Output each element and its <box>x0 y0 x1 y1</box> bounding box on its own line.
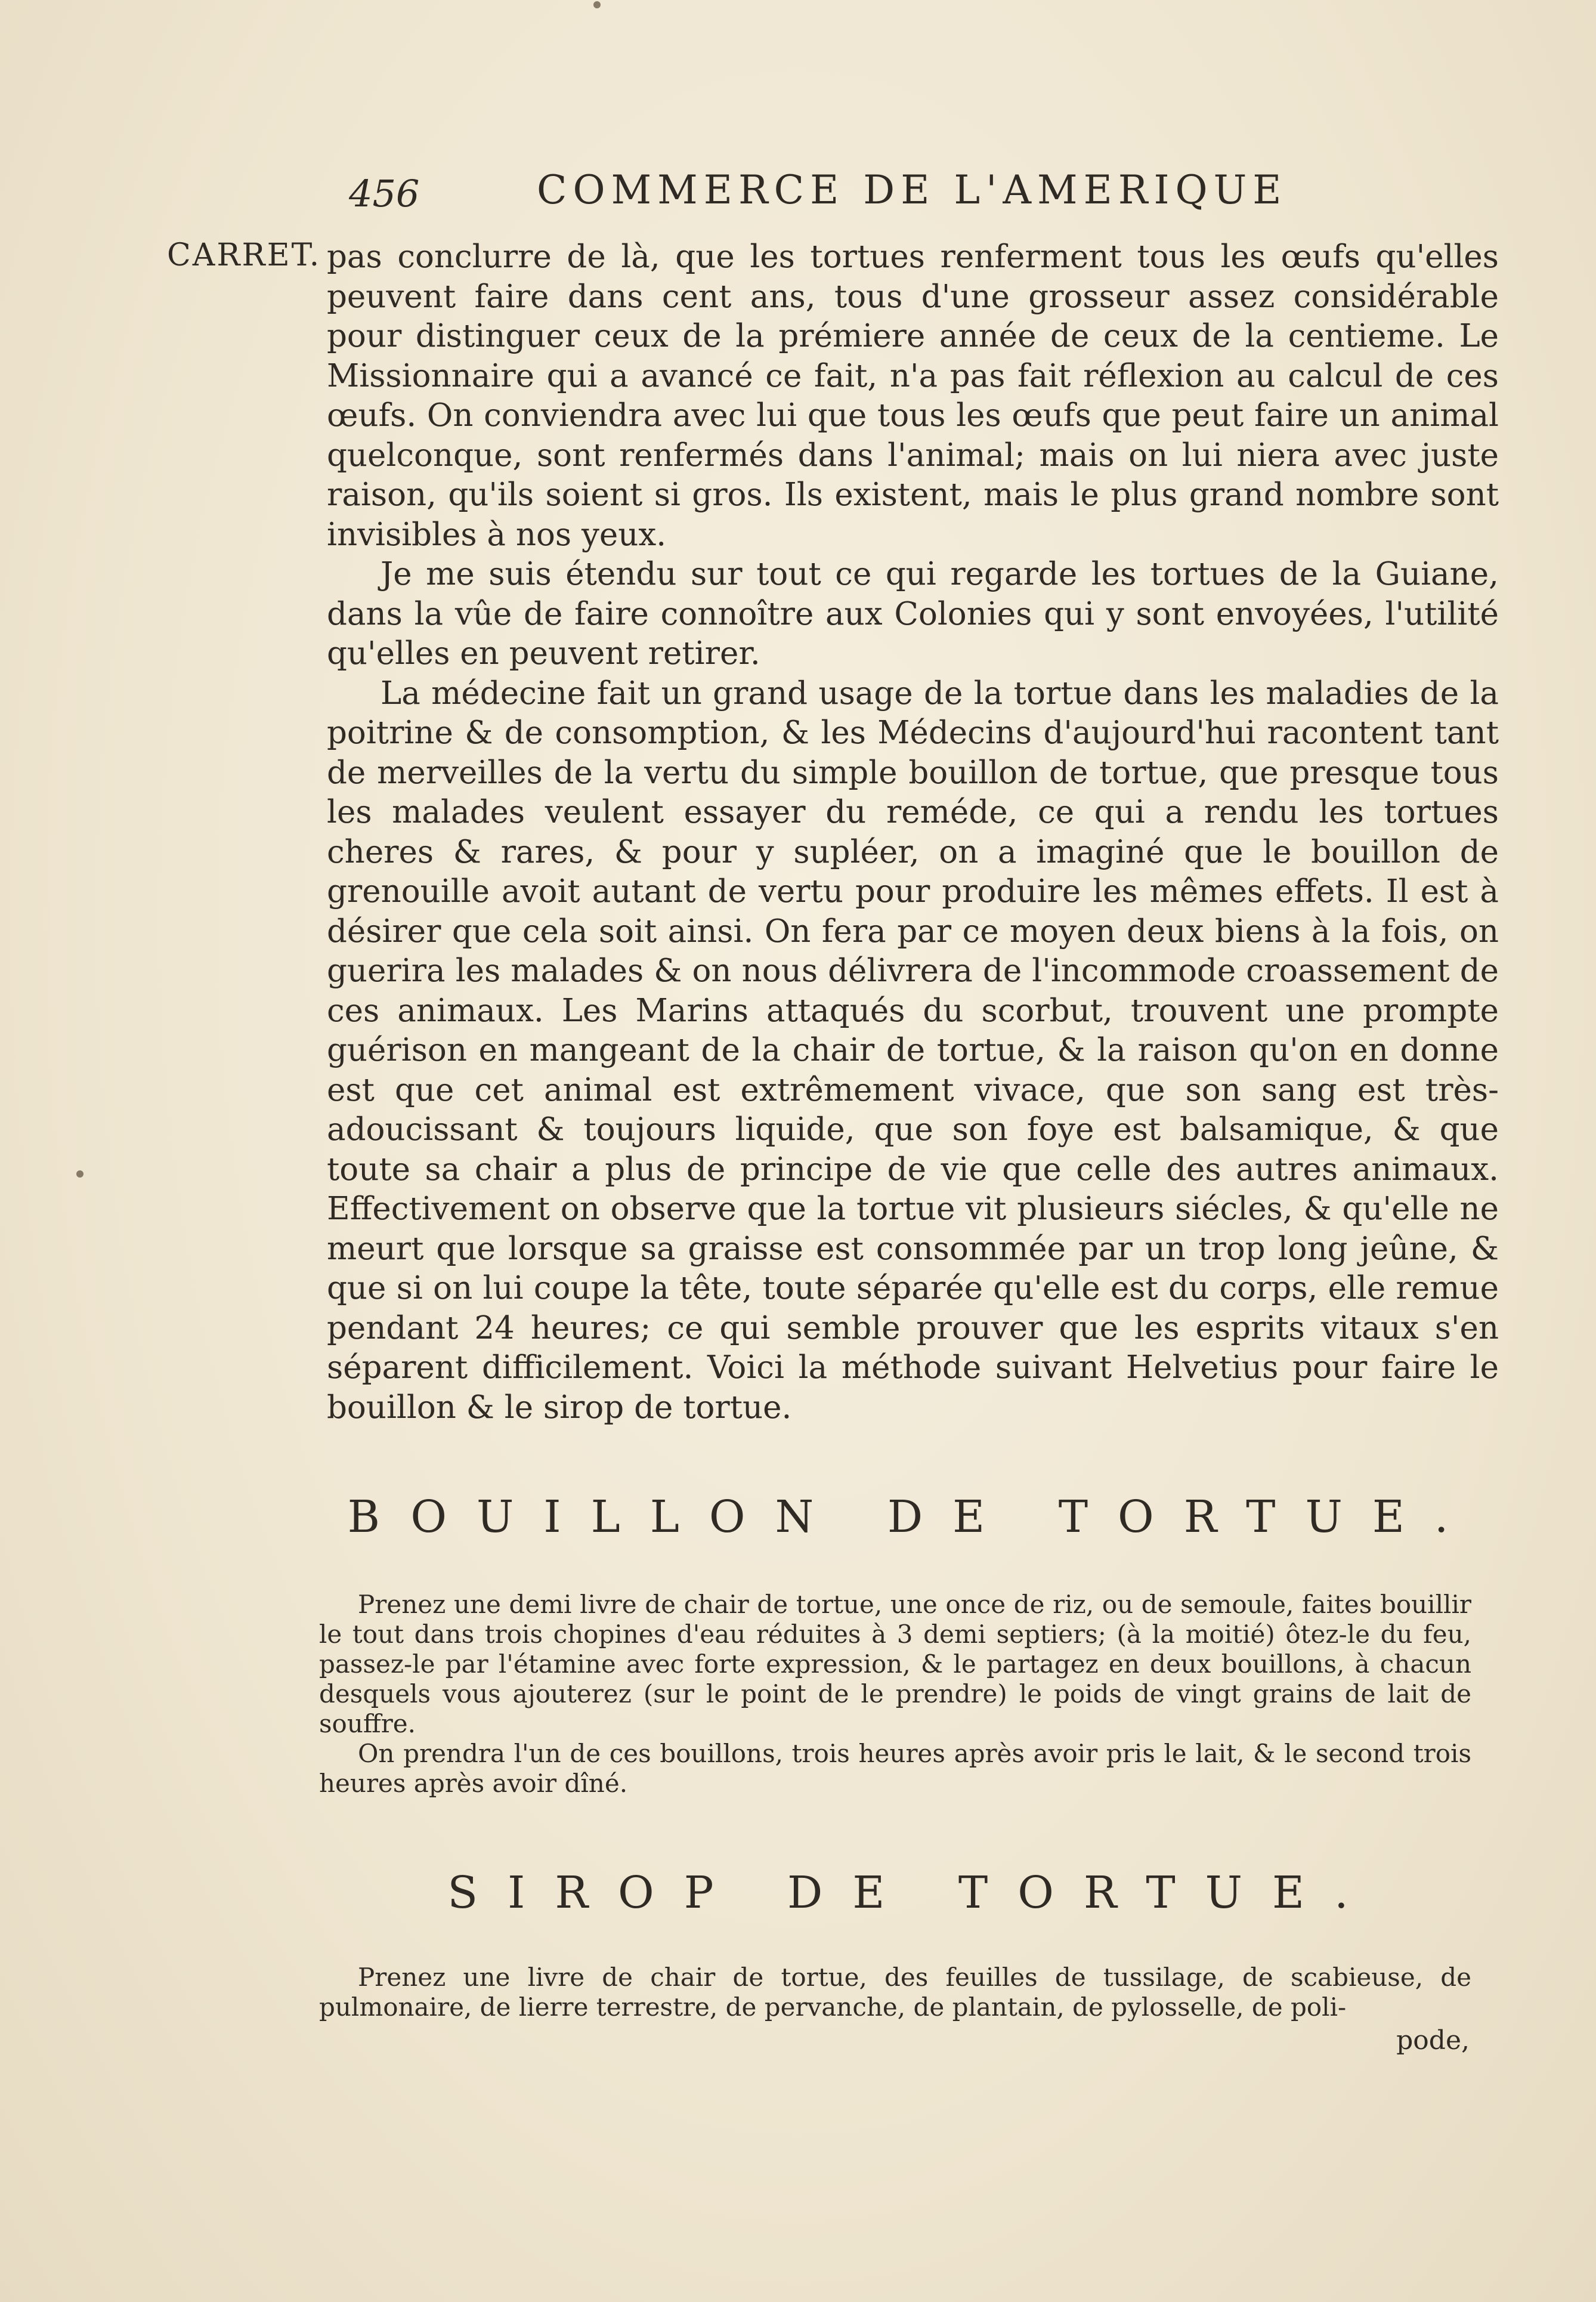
ink-speck <box>76 1170 83 1178</box>
section-heading: SIROP DE TORTUE. <box>447 1867 1378 1918</box>
page-number: 456 <box>349 172 420 215</box>
recipe-text <box>319 1590 1471 1799</box>
catchword: pode, <box>1396 2025 1470 2056</box>
recipe-paragraph: On prendra l'un de ces bouillons, trois heures après avoir pris le lait, & le second trois heures après avoir dîné. <box>319 1739 1471 1798</box>
ink-speck <box>593 1 601 8</box>
recipe-text <box>319 1963 1471 2022</box>
page-header <box>349 167 1339 221</box>
main-text <box>327 237 1499 1427</box>
running-title: COMMERCE DE L'AMERIQUE <box>537 167 1288 213</box>
margin-note: CARRET. <box>167 237 321 273</box>
paragraph: pas conclurre de là, que les tortues renferment tous les œufs qu'elles peuvent faire dans cent ans, tous d'une grosseur assez considérable pour distinguer ceux de la prémiere année de ceux de la centieme. Le Missionnaire qui a avancé ce fait, n'a pas fait réflexion au calcul de ces œufs. On conviendra avec lui que tous les œufs que peut faire un animal quelconque, sont renfermés dans l'animal; mais on lui niera avec juste raison, qu'ils soient si gros. Ils existent, mais le plus grand nombre sont invisibles à nos yeux. <box>327 239 1499 553</box>
section-heading: BOUILLON DE TORTUE. <box>347 1491 1479 1543</box>
paragraph: La médecine fait un grand usage de la tortue dans les maladies de la poitrine & de consomption, & les Médecins d'aujourd'hui racontent tant de merveilles de la vertu du simple bouillon de tortue, que presque tous les malades veulent essayer du reméde, ce qui a rendu les tortues cheres & rares, & pour y supléer, on a imaginé que le bouillon de grenouille avoit autant de vertu pour produire les mêmes effets. Il est à désirer que cela soit ainsi. On fera par ce moyen deux biens à la fois, on guerira les malades & on nous délivrera de l'incommode croassement de ces animaux. Les Marins attaqués du scorbut, trouvent une prompte guérison en mangeant de la chair de tortue, & la raison qu'on en donne est que cet animal est extrêmement vivace, que son sang est très-adoucissant & toujours liquide, que son foye est balsamique, & que toute sa chair a plus de principe de vie que celle des autres animaux. Effectivement on observe que la tortue vit plusieurs siécles, & qu'elle ne meurt que lorsque sa graisse est consommée par un trop long jeûne, & que si on lui coupe la tête, toute séparée qu'elle est du corps, elle remue pendant 24 heures; ce qui semble prouver que les esprits vitaux s'en séparent difficilement. Voici la méthode suivant Helvetius pour faire le bouillon & le sirop de tortue. <box>327 675 1499 1426</box>
recipe-paragraph: Prenez une demi livre de chair de tortue, une once de riz, ou de semoule, faites bouillir le tout dans trois chopines d'eau réduites à 3 demi septiers; (à la moitié) ôtez-le du feu, passez-le par l'étamine avec forte expression, & le partagez en deux bouillons, à chacun desquels vous ajouterez (sur le point de le prendre) le poids de vingt grains de lait de souffre. <box>319 1590 1471 1738</box>
recipe-paragraph: Prenez une livre de chair de tortue, des feuilles de tussilage, de scabieuse, de pulmonaire, de lierre terrestre, de pervanche, de plantain, de pylosselle, de poli- <box>319 1963 1471 2022</box>
paragraph: Je me suis étendu sur tout ce qui regarde les tortues de la Guiane, dans la vûe de faire connoître aux Colonies qui y sont envoyées, l'utilité qu'elles en peuvent retirer. <box>327 556 1499 672</box>
